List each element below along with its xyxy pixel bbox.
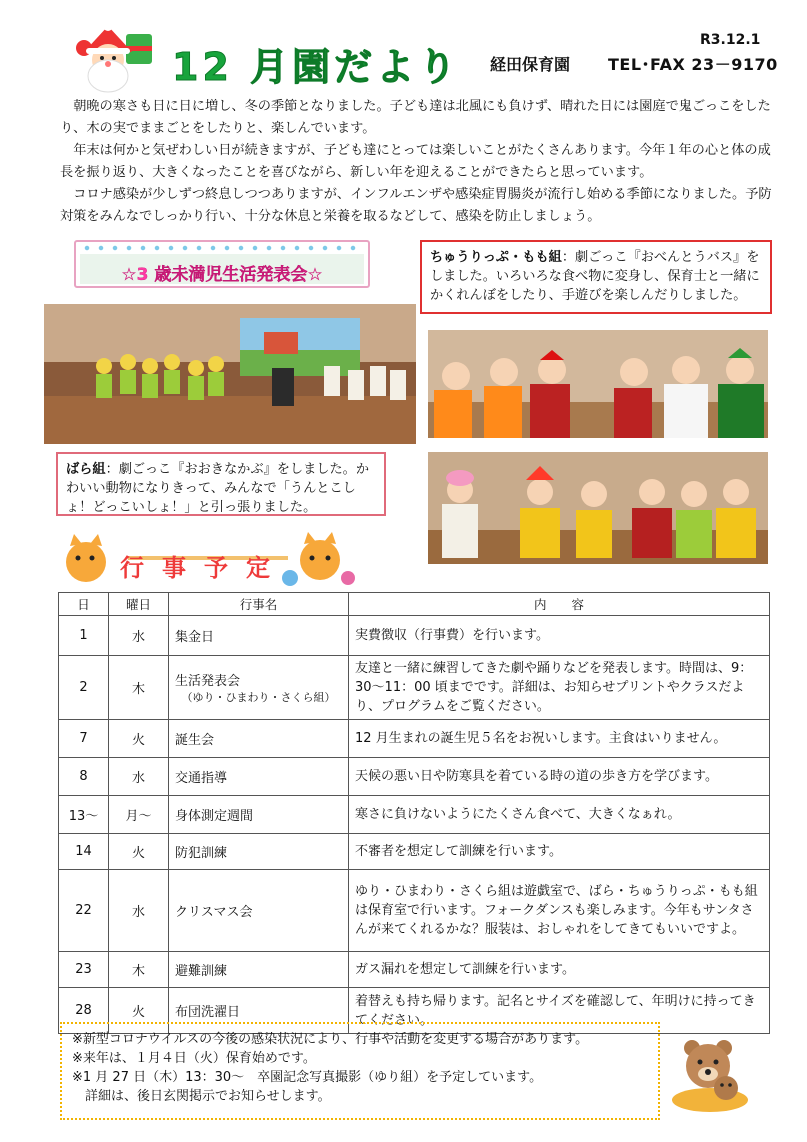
cell-dow: 木 <box>109 656 169 720</box>
cell-day: 7 <box>59 720 109 758</box>
cell-event: 避難訓練 <box>169 952 349 988</box>
schedule-table <box>58 592 770 1034</box>
cell-event-group <box>169 656 349 720</box>
table-row <box>59 616 770 656</box>
cell-dow: 水 <box>109 870 169 952</box>
cell-event: 身体測定週間 <box>169 796 349 834</box>
table-row <box>59 656 770 720</box>
table-row <box>59 952 770 988</box>
cell-desc: 天候の悪い日や防寒具を着ている時の道の歩き方を学びます。 <box>349 758 770 796</box>
photo-chu-group-1 <box>428 330 768 438</box>
column-header-desc: 内 容 <box>349 593 770 616</box>
column-header-dow: 曜日 <box>109 593 169 616</box>
cell-event: 生活発表会 <box>175 674 241 689</box>
table-header-row <box>59 593 770 616</box>
table-row <box>59 834 770 870</box>
cell-event: 布団洗濯日 <box>169 988 349 1034</box>
callout-text: ：劇ごっこ『おべんとうバス』をしました。いろいろな食べ物に変身し、保育士と一緒にかくれんぼをしたり、手遊びを楽しんだりしました。 <box>430 250 760 303</box>
event-banner <box>74 240 370 288</box>
cell-dow: 水 <box>109 758 169 796</box>
cell-desc: 着替えも持ち帰ります。記名とサイズを確認して、年明けに持ってきてください。 <box>349 988 770 1034</box>
group-name: ちゅうりっぷ・もも組 <box>430 250 562 265</box>
cell-event: 集金日 <box>169 616 349 656</box>
cell-desc: ガス漏れを想定して訓練を行います。 <box>349 952 770 988</box>
cell-event: 誕生会 <box>169 720 349 758</box>
cell-event: クリスマス会 <box>169 870 349 952</box>
tel-fax: TEL･FAX 23－9170 <box>608 55 778 74</box>
intro-paragraph: 年末は何かと気ぜわしい日が続きますが、子ども達にとっては楽しいことがたくさんあります。今年１年の心と体の成長を振り返り、大きくなったことを喜びながら、新しい年を迎えることができたらと思っています。 <box>60 143 771 180</box>
cell-day: 8 <box>59 758 109 796</box>
callout-chu-group <box>420 240 772 314</box>
cell-desc: 寒さに負けないようにたくさん食べて、大きくなぁれ。 <box>349 796 770 834</box>
cell-event: 防犯訓練 <box>169 834 349 870</box>
cell-dow: 火 <box>109 720 169 758</box>
cell-desc: 不審者を想定して訓練を行います。 <box>349 834 770 870</box>
footer-note: ※1 月 27 日（木）13：30～ 卒園記念写真撮影（ゆり組）を予定しています。 <box>72 1070 543 1085</box>
footer-note: 詳細は、後日玄関掲示でお知らせします。 <box>72 1089 331 1104</box>
cell-day: 14 <box>59 834 109 870</box>
callout-text: ：劇ごっこ『おおきなかぶ』をしました。かわいい動物になりきって、みんなで「うんとこしょ！どっこいしょ！」と引っ張りました。 <box>66 462 370 515</box>
cell-desc: ゆり・ひまわり・さくら組は遊戯室で、ばら・ちゅうりっぷ・もも組は保育室で行います。フォークダンスも楽しみます。今年もサンタさんが来てくれるかな？服装は、おしゃれをしてきてもいいですよ。 <box>349 870 770 952</box>
cell-desc: 12 月生まれの誕生児５名をお祝いします。主食はいりません。 <box>349 720 770 758</box>
bear-illustration <box>668 1030 752 1114</box>
column-header-day: 日 <box>59 593 109 616</box>
cell-dow: 火 <box>109 834 169 870</box>
intro-paragraph: 朝晩の寒さも日に日に増し、冬の季節となりました。子ども達は北風にも負けず、晴れた日には園庭で鬼ごっこをしたり、木の実でままごとをしたりと、楽しんでいます。 <box>60 99 771 136</box>
table-row <box>59 870 770 952</box>
issue-date: R3.12.1 <box>700 32 761 48</box>
page-title: 12 月園だより <box>172 45 461 89</box>
group-name: ばら組 <box>66 462 106 477</box>
cell-event: 交通指導 <box>169 758 349 796</box>
cell-day: 22 <box>59 870 109 952</box>
photo-bara-group <box>44 304 416 444</box>
footer-notes <box>60 1022 660 1120</box>
cell-desc: 実費徴収（行事費）を行います。 <box>349 616 770 656</box>
cell-day: 28 <box>59 988 109 1034</box>
santa-illustration <box>70 22 158 94</box>
cell-day: 13～ <box>59 796 109 834</box>
table-row <box>59 758 770 796</box>
cell-dow: 木 <box>109 952 169 988</box>
table-row <box>59 720 770 758</box>
schedule-title: 行事予定 <box>120 554 288 582</box>
nursery-name: 経田保育園 <box>490 55 571 74</box>
cell-day: 2 <box>59 656 109 720</box>
banner-decoration <box>80 244 364 252</box>
event-banner-title: ☆3 歳未満児生活発表会☆ <box>121 265 323 285</box>
table-row <box>59 796 770 834</box>
cell-event-sub: （ゆり・ひまわり・さくら組） <box>181 691 336 704</box>
footer-note: ※来年は、１月４日（火）保育始めです。 <box>72 1051 316 1066</box>
intro-paragraph: コロナ感染が少しずつ終息しつつありますが、インフルエンザや感染症胃腸炎が流行し始める季節になりました。予防対策をみんなでしっかり行い、十分な休息と栄養を取るなどして、感染を防止しましょう。 <box>60 187 772 224</box>
footer-note: ※新型コロナウイルスの今後の感染状況により、行事や活動を変更する場合があります。 <box>72 1032 589 1047</box>
cell-day: 23 <box>59 952 109 988</box>
cell-day: 1 <box>59 616 109 656</box>
cell-dow: 火 <box>109 988 169 1034</box>
column-header-event: 行事名 <box>169 593 349 616</box>
cell-dow: 月～ <box>109 796 169 834</box>
callout-bara-group <box>56 452 386 516</box>
intro-text <box>60 96 774 228</box>
cell-dow: 水 <box>109 616 169 656</box>
photo-chu-group-2 <box>428 452 768 564</box>
cell-desc: 友達と一緒に練習してきた劇や踊りなどを発表します。時間は、9：30～11：00 頃までです。詳細は、お知らせプリントやクラスだより、プログラムをご覧ください。 <box>349 656 770 720</box>
